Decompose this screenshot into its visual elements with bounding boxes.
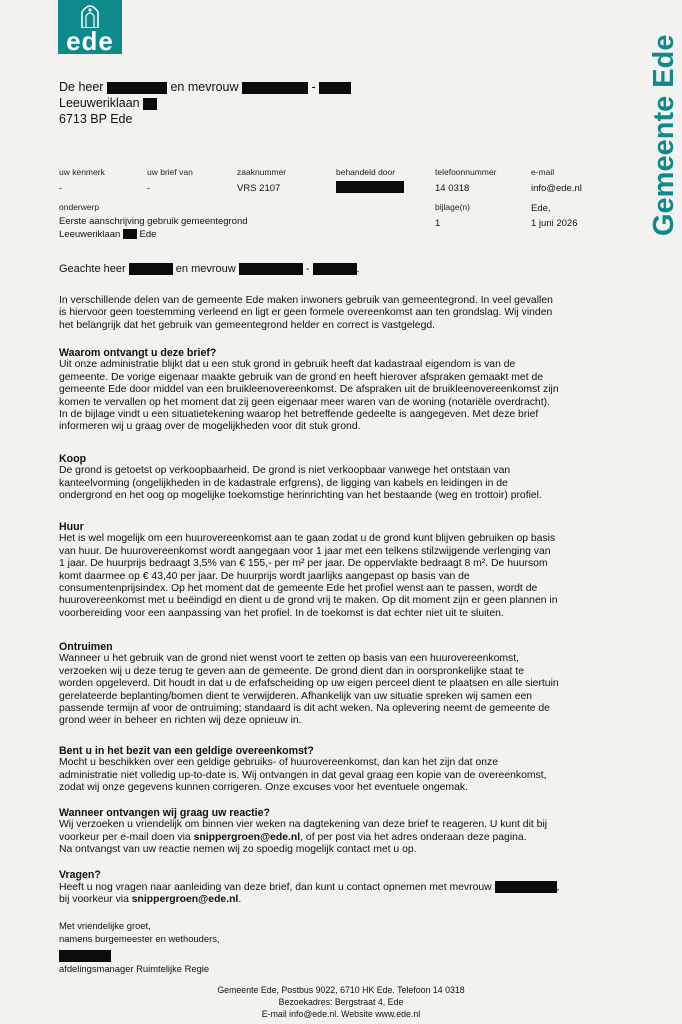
and-text: en mevrouw	[170, 80, 239, 94]
text-line: passende termijn af voor de ontruiming; standaard is dit acht weken. Na oplevering neemt de gemeente de	[59, 702, 550, 714]
value-telefoonnummer: 14 0318	[435, 183, 470, 194]
text-line: Uit onze administratie blijkt dat u een stuk grond in gebruik heeft dat kadastraal eigendom is van de	[59, 359, 516, 371]
text-line: voorbereiding voor een aanpassing van het profiel. In de toekomst is dat echter niet uit te sluiten.	[59, 607, 504, 619]
label-behandeld-door: behandeld door	[336, 167, 396, 177]
section-reactie	[59, 807, 579, 857]
closing-role-block	[59, 963, 579, 975]
section-heading: Huur	[59, 521, 84, 533]
section-vragen	[59, 869, 579, 906]
greeting-dash: -	[305, 263, 310, 275]
value-bijlagen: 1	[435, 218, 441, 229]
redacted-name	[239, 263, 303, 275]
redacted-name	[129, 263, 173, 275]
redacted-name	[242, 82, 308, 94]
label-uw-kenmerk: uw kenmerk	[59, 167, 105, 177]
section-heading: Ontruimen	[59, 641, 113, 653]
salutation-prefix: De heer	[59, 80, 104, 94]
value-uw-brief-van: -	[147, 183, 151, 194]
closing-on-behalf: namens burgemeester en wethouders,	[59, 933, 220, 944]
text-line: Het is wel mogelijk om een huurovereenkomst aan te gaan zodat u de grond kunt blijven gebruiken op basis	[59, 533, 556, 545]
section-overeenkomst	[59, 745, 579, 795]
letter-footer	[0, 984, 682, 1020]
greeting	[59, 263, 579, 275]
text-line: Na ontvangst van uw reactie nemen wij zo spoedig mogelijk contact met u op.	[59, 844, 417, 856]
text-line: gemeente Ede door middel van een bruikleenovereenkomst. De afspraken uit de bruikleenovereenkomst zijn	[59, 384, 559, 396]
text-line: het belangrijk dat het gebruik van gemeentegrond helder en correct is vastgelegd.	[59, 319, 436, 331]
greeting-and: en mevrouw	[175, 263, 236, 275]
closing-regards: Met vriendelijke groet,	[59, 920, 151, 931]
closing-role: afdelingsmanager Ruimtelijke Regie	[59, 963, 210, 974]
text-line	[59, 832, 579, 844]
redacted-name	[319, 82, 351, 94]
footer-line: Bezoekadres: Bergstraat 4, Ede	[278, 997, 404, 1007]
redacted-house-number	[123, 229, 137, 239]
onderwerp-street: Leeuweriklaan	[59, 229, 121, 240]
recipient-postal-line: 6713 BP Ede	[59, 112, 133, 126]
text-fragment: voorkeur per e-mail doen via	[59, 831, 194, 843]
text-line: van huur. De huurovereenkomst wordt aangegaan voor 1 jaar met een telkens stilzwijgende verlenging van	[59, 545, 551, 557]
intro-paragraph	[59, 295, 579, 332]
text-line: administratie niet volledig up-to-date is. Wij ontvangen in dat geval graag een kopie van de overeenkomst,	[59, 769, 547, 781]
text-fragment: ,	[556, 882, 560, 894]
text-line: Wanneer u het gebruik van de grond niet wenst voort te zetten op basis van een huurovereenkomst,	[59, 653, 519, 665]
recipient-street-line	[59, 95, 351, 111]
redacted-handler	[336, 181, 404, 193]
street-text: Leeuweriklaan	[59, 96, 140, 110]
email-link[interactable]: snippergroen@ede.nl	[131, 893, 239, 905]
value-date: 1 juni 2026	[531, 218, 578, 229]
label-uw-brief-van: uw brief van	[147, 167, 193, 177]
text-line: In verschillende delen van de gemeente Ede maken inwoners gebruik van gemeentegrond. In veel gevallen	[59, 295, 553, 306]
section-heading: Wanneer ontvangen wij graag uw reactie?	[59, 807, 270, 819]
value-behandeld-door	[336, 181, 404, 193]
value-zaaknummer: VRS 2107	[237, 183, 281, 194]
text-fragment: , of per post via het adres onderaan deze pagina.	[300, 831, 527, 843]
section-heading: Bent u in het bezit van een geldige overeenkomst?	[59, 745, 314, 757]
text-fragment: Heeft u nog vragen naar aanleiding van deze brief, dan kunt u contact opnemen met mevrouw	[59, 882, 492, 894]
text-line: zodat wij onze gegevens kunnen corrigeren. Onze excuses voor het eventuele ongemak.	[59, 782, 468, 794]
text-line: In de bijlage vindt u een situatietekening waarop het betreffende gedeelte is aangegeven. Met deze brief	[59, 408, 539, 420]
text-fragment: bij voorkeur via	[59, 893, 132, 905]
section-heading: Waarom ontvangt u deze brief?	[59, 347, 217, 359]
value-onderwerp-line1: Eerste aanschrijving gebruik gemeentegrond	[59, 216, 248, 227]
text-fragment: .	[238, 893, 242, 905]
text-line: gemeente. De vorige eigenaar maakte gebruik van de grond en heeft hierover afspraken gemaakt met de	[59, 371, 544, 383]
redacted-name	[495, 881, 557, 893]
value-email: info@ede.nl	[531, 183, 582, 194]
value-uw-kenmerk: -	[59, 183, 63, 194]
section-heading: Vragen?	[59, 869, 101, 881]
greeting-end: .	[356, 263, 360, 275]
text-line: ondergrond en het oog op mogelijke toekomstige herinrichting van het bestaande (weg en trottoir) profiel.	[59, 490, 542, 502]
label-telefoonnummer: telefoonnummer	[435, 167, 497, 177]
value-onderwerp-line2	[59, 229, 156, 240]
email-link[interactable]: snippergroen@ede.nl	[193, 831, 301, 843]
text-line: is hiervoor geen toestemming verleend en ligt er geen formele overeenkomst aan ten grondslag. Wij vinden	[59, 307, 553, 319]
recipient-address	[59, 79, 351, 127]
text-line	[59, 881, 579, 893]
text-line: grond weer in beheer en richten wij deze opnieuw in.	[59, 715, 302, 727]
section-waarom	[59, 347, 579, 434]
brand-vertical-title: Gemeente Ede	[648, 34, 680, 236]
dash-text: -	[311, 80, 316, 94]
text-line: consumentenprijsindex. Op het moment dat de gemeente Ede het profiel wenst aan te passen, wordt de	[59, 582, 538, 594]
text-line: Mocht u beschikken over een geldige gebruiks- of huurovereenkomst, dan kan het zijn dat onze	[59, 757, 498, 769]
section-ontruimen	[59, 641, 579, 728]
label-email: e-mail	[531, 167, 555, 177]
monument-icon	[78, 2, 102, 28]
section-koop	[59, 453, 579, 503]
text-line: kanteelvorming (ongelijkheden in de kadastrale erfgrens), de ligging van kabels en leidingen in de	[59, 477, 508, 489]
redacted-name	[313, 263, 357, 275]
recipient-name-line	[59, 79, 351, 95]
section-huur	[59, 521, 579, 620]
redacted-signature	[59, 950, 111, 962]
text-line: De grond is getoetst op verkoopbaarheid. De grond is niet verkoopbaar vanwege het ontstaan van	[59, 465, 511, 477]
text-line: komen te vervallen op het moment dat zij geen eigenaar meer waren van de woning (notariële overdracht).	[59, 396, 550, 408]
footer-line: Gemeente Ede, Postbus 9022, 6710 HK Ede. Telefoon 14 0318	[217, 985, 465, 995]
footer-line: E-mail info@ede.nl. Website www.ede.nl	[261, 1009, 421, 1019]
value-place: Ede,	[531, 203, 551, 214]
onderwerp-city: Ede	[139, 229, 157, 240]
text-line: Wij verzoeken u vriendelijk om binnen vier weken na dagtekening van deze brief te reageren. U kunt dit bij	[59, 819, 548, 831]
text-line: informeren wij u graag over de mogelijkheden voor dit stuk grond.	[59, 421, 361, 433]
gemeente-ede-logo	[58, 0, 122, 54]
text-line	[59, 894, 579, 906]
text-line: gerelateerde beplanting/bomen dient te verwijderen. Afhankelijk van uw situatie spreken wij samen een	[59, 690, 533, 702]
greeting-prefix: Geachte heer	[59, 263, 126, 275]
redacted-house-number	[143, 98, 157, 110]
closing	[59, 919, 579, 945]
section-heading: Koop	[59, 453, 87, 465]
label-onderwerp: onderwerp	[59, 202, 100, 212]
logo-text: ede	[66, 26, 114, 54]
text-line: verzoeken wij u deze terug te geven aan de gemeente. De grond dient dan in oorspronkelijke staat te	[59, 665, 524, 677]
redacted-name	[107, 82, 167, 94]
text-line: huurovereenkomst met u beëindigd en dient u de grond vrij te maken. Op dit moment zijn er geen plannen in	[59, 595, 558, 607]
label-bijlagen: bijlage(n)	[435, 202, 470, 212]
text-line: komt daarmee op € 43,40 per jaar. De huurprijs wordt jaarlijks aangepast op basis van de	[59, 570, 470, 582]
text-line: 1 jaar. De huurprijs bedraagt 3,5% van € 155,- per m² per jaar. De oppervlakte bedraagt 8 m². De huursom	[59, 558, 548, 570]
label-zaaknummer: zaaknummer	[237, 167, 287, 177]
text-line: worden opgeleverd. Dit houdt in dat u de erfafscheiding op uw eigen perceel dient te plaatsen en alle siertuin	[59, 678, 559, 690]
